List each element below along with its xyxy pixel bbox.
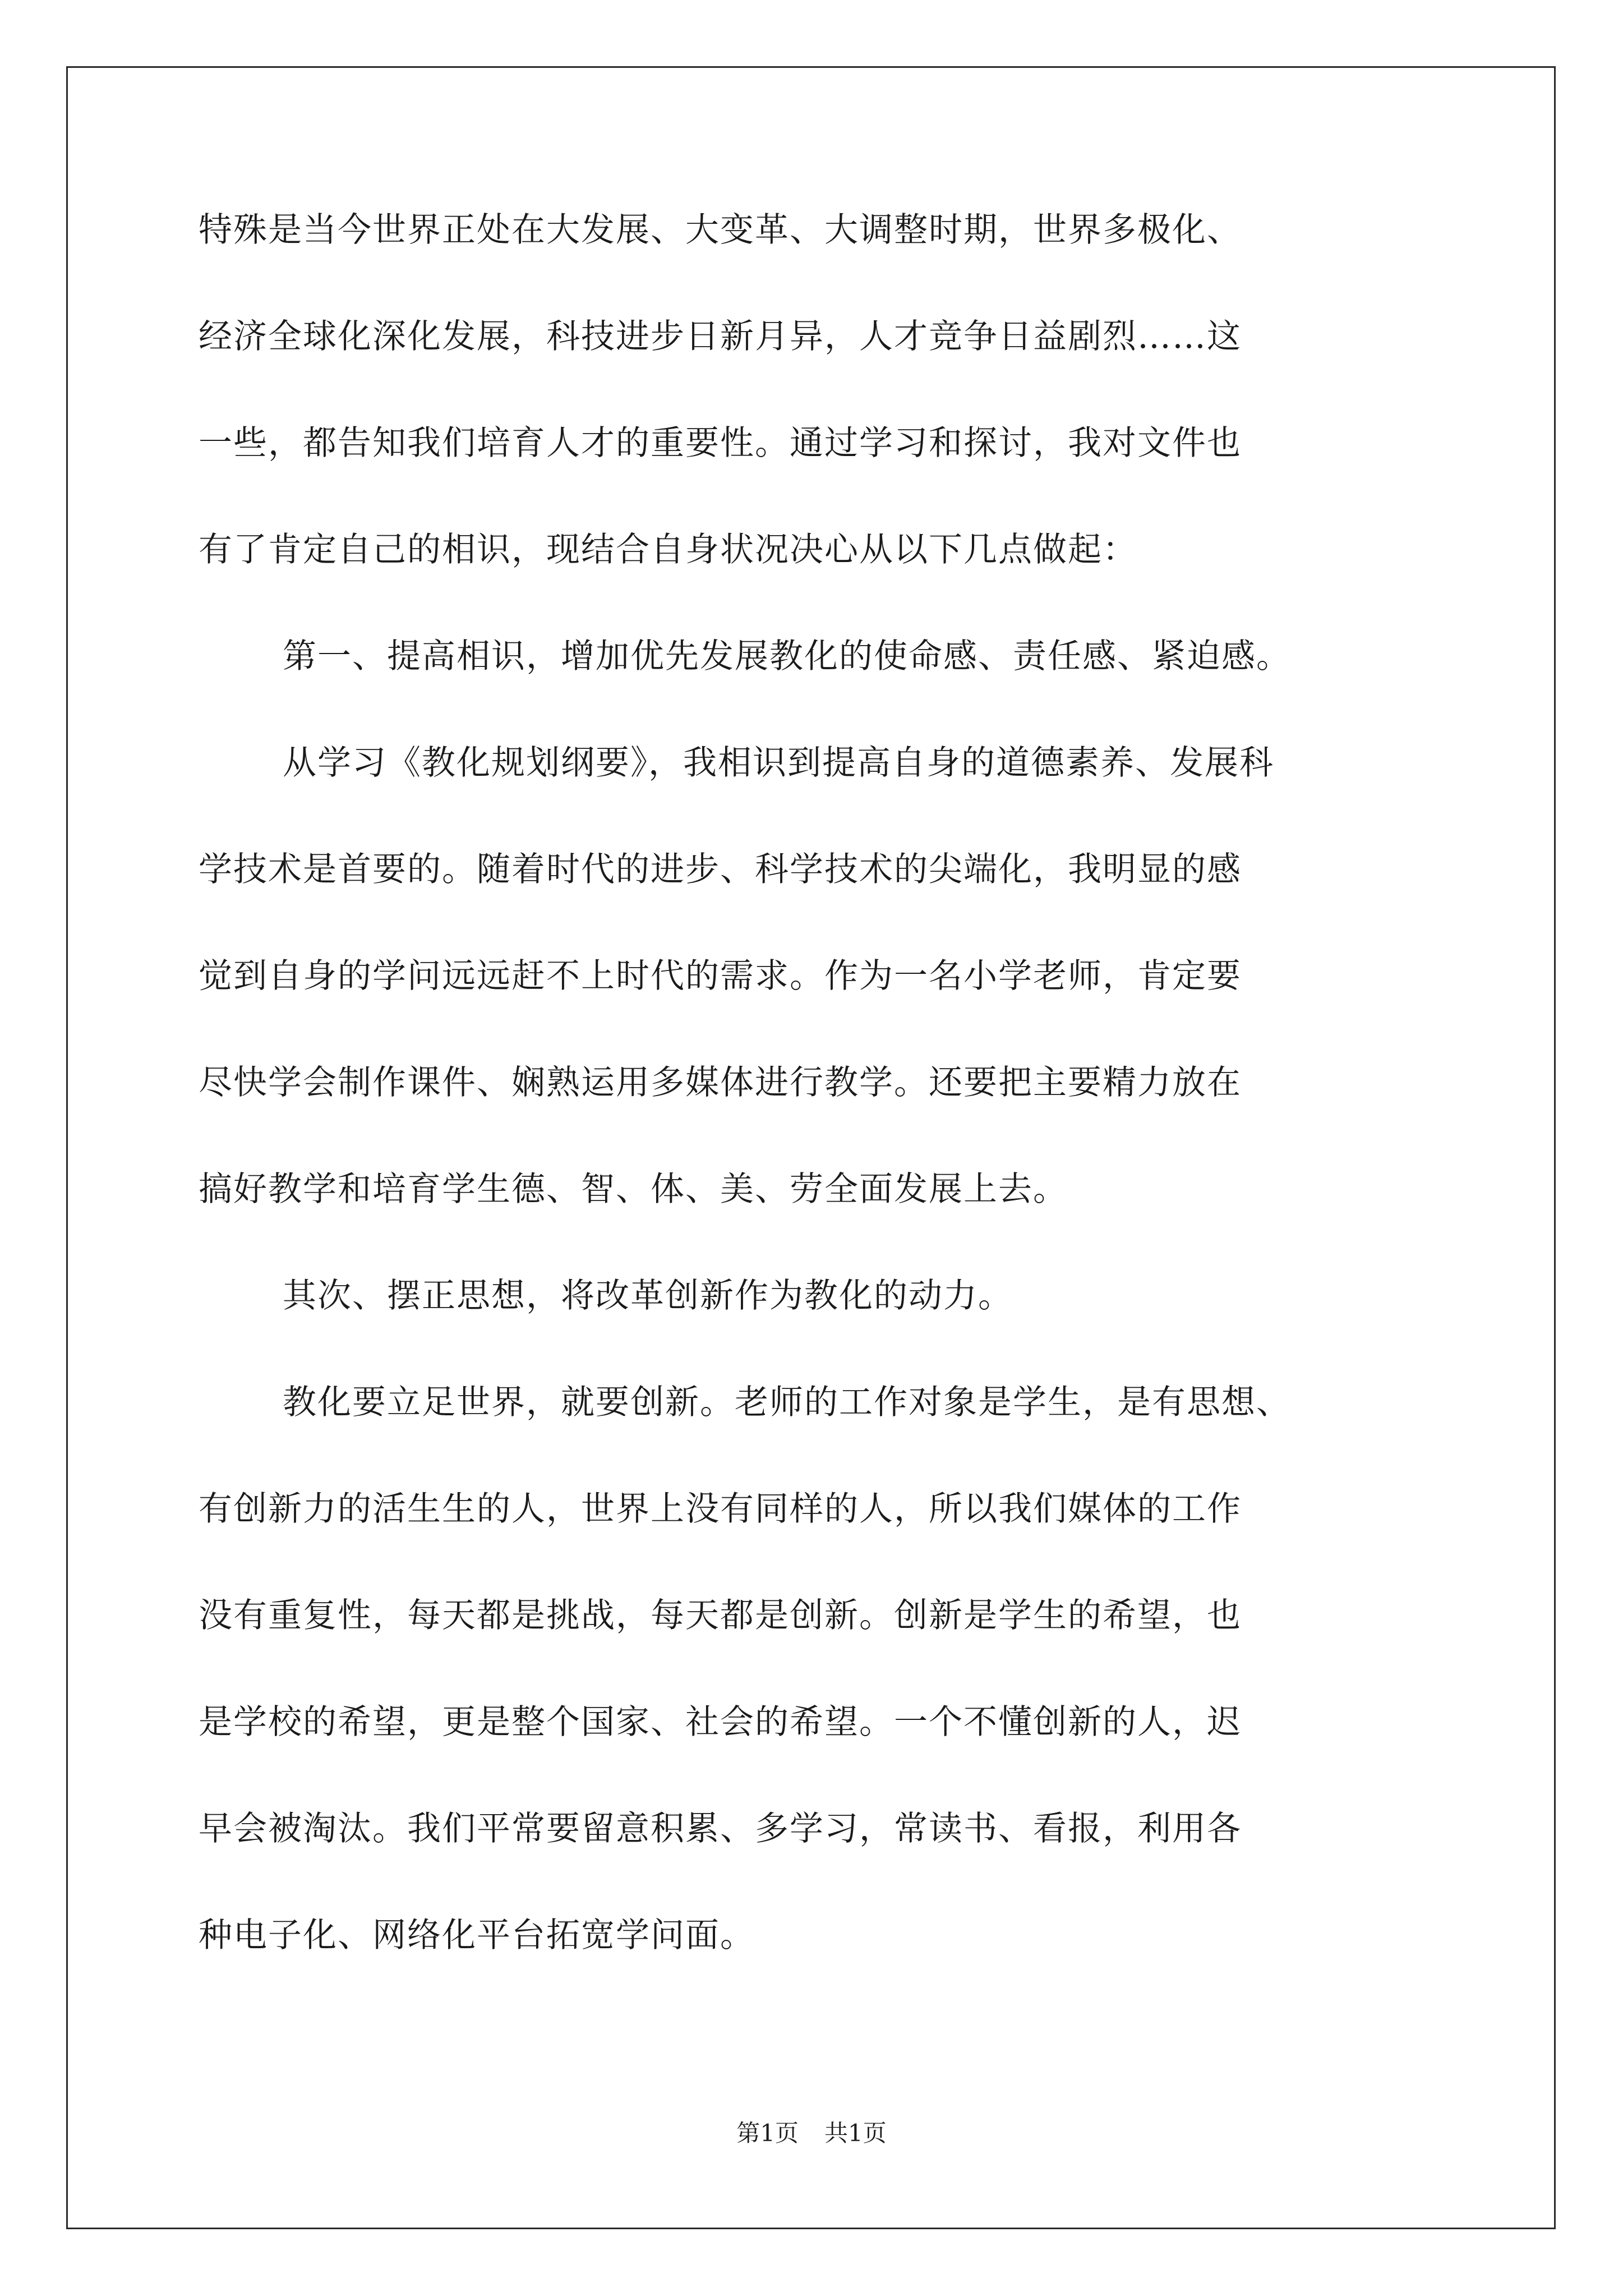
text-line: 种电子化、网络化平台拓宽学问面。 [199, 1916, 755, 1955]
text-line: 有了肯定自己的相识，现结合自身状况决心从以下几点做起： [199, 530, 1137, 569]
text-line: 教化要立足世界，就要创新。老师的工作对象是学生，是有思想、 [283, 1383, 1291, 1422]
text-line: 觉到自身的学问远远赶不上时代的需求。作为一名小学老师，肯定要 [199, 956, 1242, 996]
text-line: 从学习《教化规划纲要》，我相识到提高自身的道德素养、发展科 [283, 743, 1274, 783]
page-total: 共1页 [824, 2119, 887, 2147]
text-line: 早会被淘汰。我们平常要留意积累、多学习，常读书、看报，利用各 [199, 1809, 1242, 1848]
text-line: 尽快学会制作课件、娴熟运用多媒体进行教学。还要把主要精力放在 [199, 1063, 1242, 1102]
text-line: 没有重复性，每天都是挑战，每天都是创新。创新是学生的希望，也 [199, 1596, 1242, 1635]
text-line: 有创新力的活生生的人，世界上没有同样的人，所以我们媒体的工作 [199, 1489, 1242, 1529]
text-line: 特殊是当今世界正处在大发展、大变革、大调整时期，世界多极化、 [199, 210, 1242, 250]
paragraph-heading: 其次、摆正思想，将改革创新作为教化的动力。 [283, 1276, 1013, 1315]
page-number: 第1页 [736, 2119, 799, 2147]
text-line: 学技术是首要的。随着时代的进步、科学技术的尖端化，我明显的感 [199, 850, 1242, 889]
paragraph-heading: 第一、提高相识，增加优先发展教化的使命感、责任感、紧迫感。 [283, 637, 1291, 676]
text-line: 搞好教学和培育学生德、智、体、美、劳全面发展上去。 [199, 1170, 1068, 1209]
page-border [66, 66, 1556, 2229]
text-line: 是学校的希望，更是整个国家、社会的希望。一个不懂创新的人，迟 [199, 1703, 1242, 1742]
text-line: 一些，都告知我们培育人才的重要性。通过学习和探讨，我对文件也 [199, 424, 1242, 463]
page-footer [0, 2119, 1623, 2147]
text-line: 经济全球化深化发展，科技进步日新月异，人才竞争日益剧烈……这 [199, 317, 1242, 356]
